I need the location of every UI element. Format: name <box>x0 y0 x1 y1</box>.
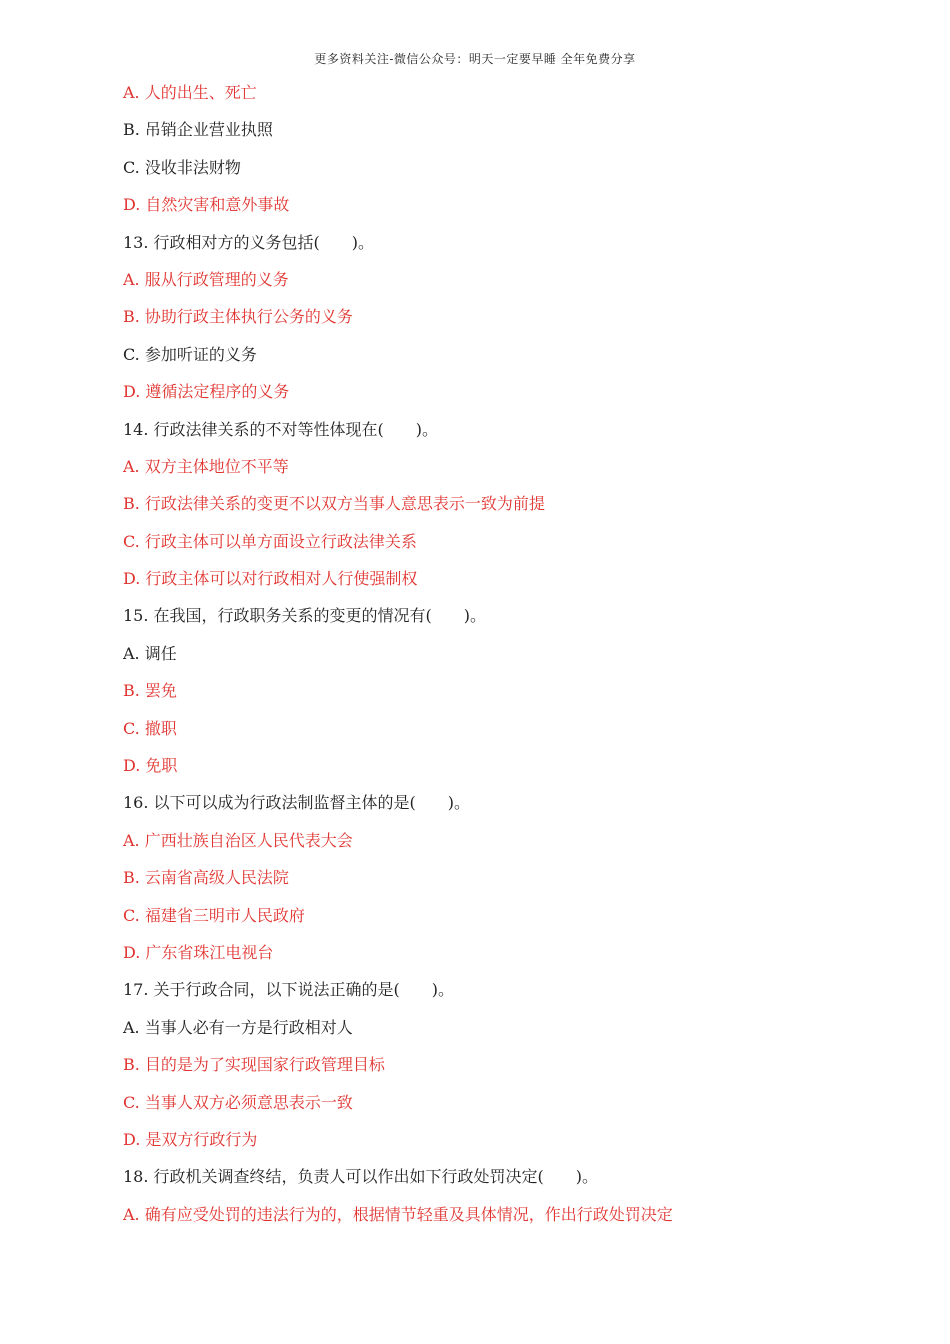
question-text: 13. 行政相对方的义务包括( )。 <box>123 232 375 252</box>
question-text: 14. 行政法律关系的不对等性体现在( )。 <box>123 419 439 439</box>
correct-option: A. 人的出生、死亡 <box>123 83 257 102</box>
question-text: 18. 行政机关调查终结，负责人可以作出如下行政处罚决定( )。 <box>123 1167 599 1187</box>
question-text: 15. 在我国，行政职务关系的变更的情况有( )。 <box>123 606 487 626</box>
document-body <box>123 74 923 1233</box>
correct-option: A. 双方主体地位不平等 <box>123 456 289 476</box>
question-text: 16. 以下可以成为行政法制监督主体的是( )。 <box>123 793 471 813</box>
correct-option: D. 是双方行政行为 <box>123 1129 258 1149</box>
correct-option: A. 确有应受处罚的违法行为的，根据情节轻重及具体情况，作出行政处罚决定 <box>123 1204 673 1224</box>
correct-option: A. 广西壮族自治区人民代表大会 <box>123 830 353 850</box>
correct-option: D. 行政主体可以对行政相对人行使强制权 <box>123 569 418 589</box>
option: A. 调任 <box>123 643 177 663</box>
correct-option: B. 行政法律关系的变更不以双方当事人意思表示一致为前提 <box>123 494 545 514</box>
correct-option: D. 免职 <box>123 756 178 776</box>
option: A. 当事人必有一方是行政相对人 <box>123 1017 353 1037</box>
correct-option: B. 目的是为了实现国家行政管理目标 <box>123 1055 385 1075</box>
option: C. 没收非法财物 <box>123 157 241 177</box>
correct-option: B. 云南省高级人民法院 <box>123 868 289 888</box>
correct-option: B. 罢免 <box>123 681 177 701</box>
correct-option: C. 行政主体可以单方面设立行政法律关系 <box>123 531 417 551</box>
question-text: 17. 关于行政合同，以下说法正确的是( )。 <box>123 980 455 1000</box>
correct-option: A. 服从行政管理的义务 <box>123 269 289 289</box>
correct-option: B. 协助行政主体执行公务的义务 <box>123 307 353 327</box>
option: C. 参加听证的义务 <box>123 344 257 364</box>
correct-option: D. 广东省珠江电视台 <box>123 942 274 962</box>
correct-option: D. 自然灾害和意外事故 <box>123 195 290 215</box>
option: B. 吊销企业营业执照 <box>123 120 273 140</box>
correct-option: C. 当事人双方必须意思表示一致 <box>123 1092 353 1112</box>
correct-option: C. 福建省三明市人民政府 <box>123 905 305 925</box>
correct-option: D. 遵循法定程序的义务 <box>123 382 290 402</box>
correct-option: C. 撤职 <box>123 718 177 738</box>
page-header: 更多资料关注-微信公众号：明天一定要早睡 全年免费分享 <box>314 52 636 66</box>
